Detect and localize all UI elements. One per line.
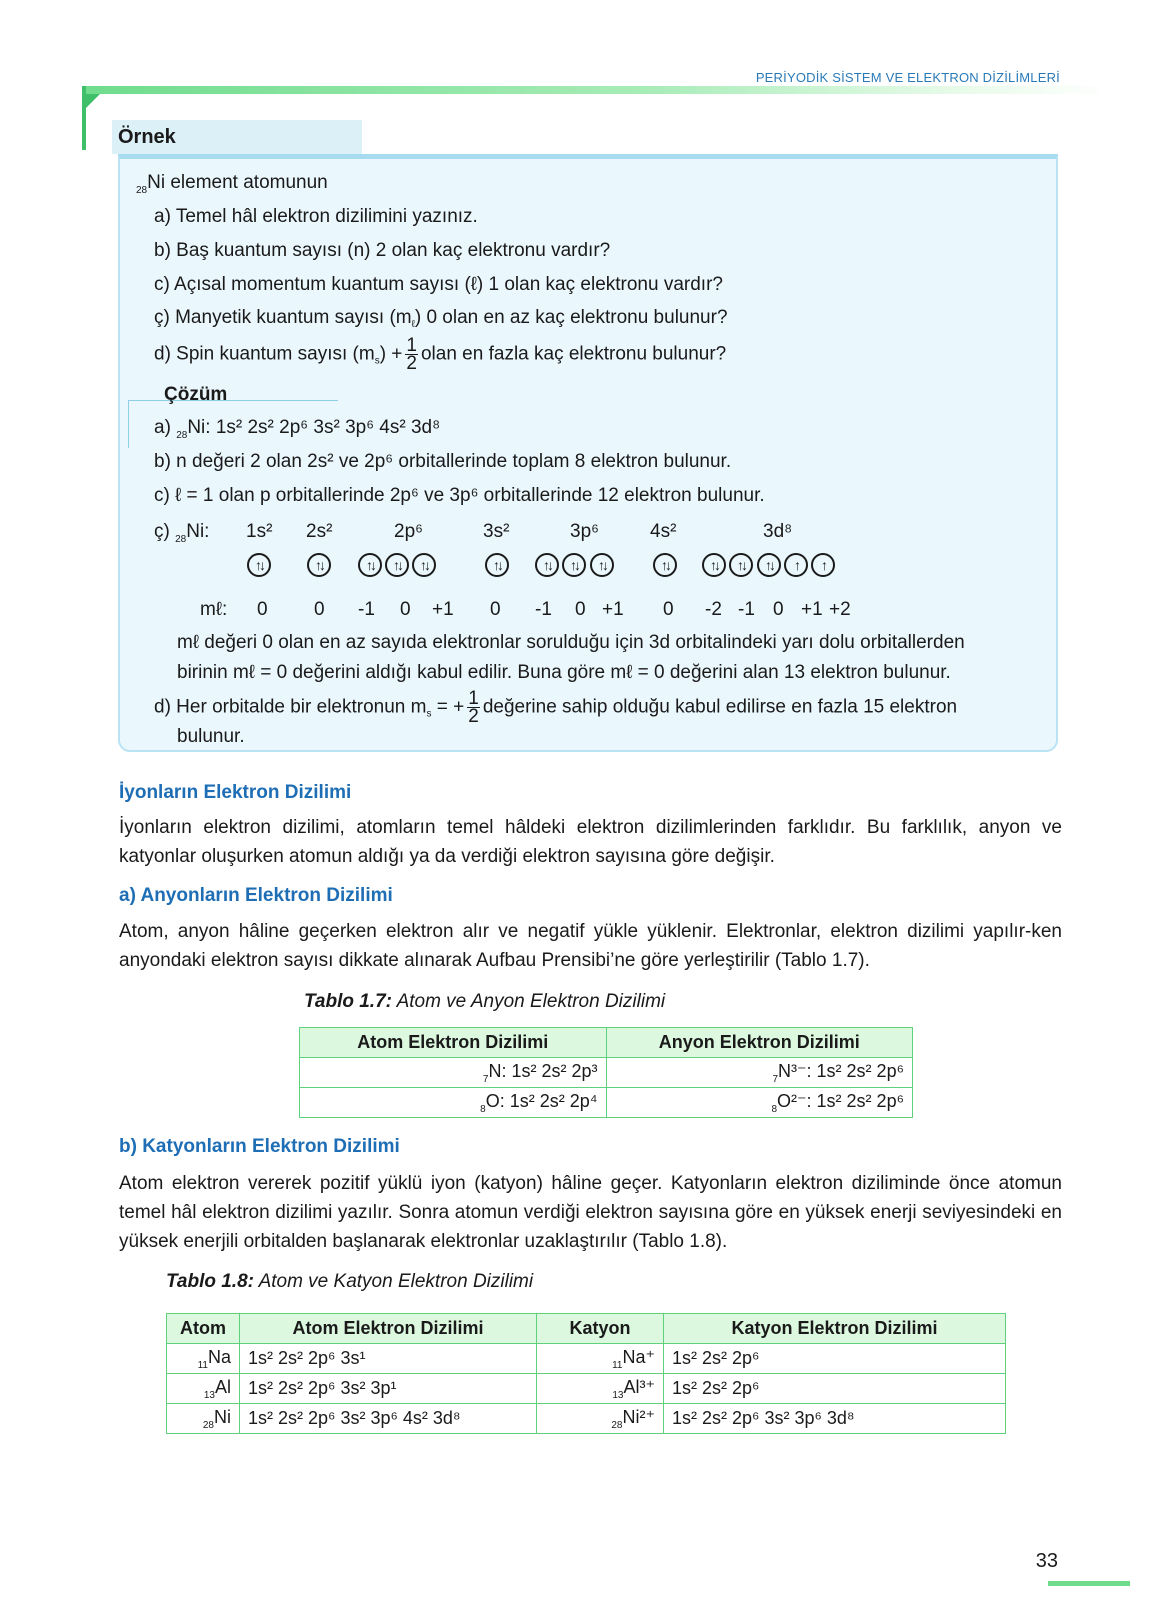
table-cell: 1s² 2s² 2p⁶ 3s² 3p⁶ 4s² 3d⁸ [240, 1404, 537, 1434]
ml-value: 0 [400, 599, 411, 620]
orbital-circle: ↑↓ [590, 553, 614, 577]
table8-header: Katyon [537, 1314, 664, 1344]
solution-d-cont: bulunur. [177, 726, 245, 747]
ml-value: +1 [602, 599, 624, 620]
anion-title: a) Anyonların Elektron Dizilimi [119, 885, 393, 906]
table-cell: 1s² 2s² 2p⁶ [664, 1374, 1006, 1404]
table-cell: $_{28}$Ni [167, 1404, 240, 1434]
ml-value: 0 [773, 599, 784, 620]
question-c: c) Açısal momentum kuantum sayısı (ℓ) 1 olan kaç elektronu vardır? [154, 274, 723, 295]
orbital-circle: ↑↓ [307, 553, 331, 577]
subshell-label: 2s² [306, 521, 333, 542]
table-row [300, 1058, 913, 1088]
table-cell: $_{13}$Al [167, 1374, 240, 1404]
fraction-half: $\frac{1}{2}$ [406, 335, 417, 374]
table-cell: $_7$N³⁻: 1s² 2s² 2p⁶ [606, 1058, 913, 1088]
fraction-half-2: $\frac{1}{2}$ [468, 688, 479, 727]
bottom-rule [1048, 1581, 1130, 1586]
table-cell: 1s² 2s² 2p⁶ [664, 1344, 1006, 1374]
table-row [167, 1374, 1006, 1404]
table-cell: 1s² 2s² 2p⁶ 3s² 3p¹ [240, 1374, 537, 1404]
table8-header: Atom Elektron Dizilimi [240, 1314, 537, 1344]
ml-value: -1 [358, 599, 375, 620]
question-b: b) Baş kuantum sayısı (n) 2 olan kaç elektronu vardır? [154, 240, 611, 261]
solution-note-2: birinin mℓ = 0 değerini aldığı kabul edilir. Buna göre mℓ = 0 değerini alan 13 elektron bulunur. [177, 662, 951, 683]
solution-cc-label: ç) $_{28}$Ni: [154, 521, 210, 545]
orbital-circle: ↑↓ [247, 553, 271, 577]
subshell-label: 3d⁸ [763, 521, 793, 542]
table7-header: Atom Elektron Dizilimi [300, 1028, 607, 1058]
ml-value: 0 [575, 599, 586, 620]
orbital-circle: ↑↓ [385, 553, 409, 577]
orbital-circle: ↑↓ [535, 553, 559, 577]
table-cell: 1s² 2s² 2p⁶ 3s¹ [240, 1344, 537, 1374]
table-cell: $_{11}$Na [167, 1344, 240, 1374]
subshell-label: 1s² [246, 521, 273, 542]
table8-header: Katyon Elektron Dizilimi [664, 1314, 1006, 1344]
cation-title: b) Katyonların Elektron Dizilimi [119, 1136, 400, 1157]
anion-paragraph: Atom, anyon hâline geçerken elektron alır ve negatif yükle yüklenir. Elektronlar, elektron dizilimi yapılır-ken anyondaki elektron sayısı dikkate alınarak Aufbau Prensibi’ne göre yerleştirilir (Tablo 1.7). [119, 921, 1062, 971]
ions-title: İyonların Elektron Dizilimi [119, 782, 352, 803]
solution-a: a) $_{28}$Ni: 1s² 2s² 2p⁶ 3s² 3p⁶ 4s² 3d⁸ [154, 417, 441, 441]
solution-vrule [128, 400, 129, 448]
orbital-circle: ↑↓ [412, 553, 436, 577]
ml-value: 0 [490, 599, 501, 620]
top-rule [82, 86, 1112, 94]
cation-paragraph: Atom elektron vererek pozitif yüklü iyon (katyon) hâline geçer. Katyonların elektron diziliminde önce atomun temel hâl elektron dizilimi yazılır. Sonra atomun verdiği elektron sayısına göre en yüksek enerji seviyesindeki en yüksek enerjili orbitalden başlanarak elektronlar uzaklaştırılır (Tablo 1.8). [119, 1173, 1062, 1252]
question-cc: ç) Manyetik kuantum sayısı $(m_\ell)$ 0 olan en az kaç elektronu bulunur? [154, 307, 728, 330]
corner-ornament [86, 94, 100, 108]
ml-value: +2 [829, 599, 851, 620]
table-cell: $_8$O: 1s² 2s² 2p⁴ [300, 1088, 607, 1118]
page-number: 33 [1035, 1550, 1058, 1572]
ml-value: 0 [257, 599, 268, 620]
ml-value: +1 [801, 599, 823, 620]
ions-paragraph: İyonların elektron dizilimi, atomların temel hâldeki elektron dizilimlerinden farklıdır. Bu farklılık, anyon ve katyonlar oluşurken atomun aldığı ya da verdiği elektron sayısına göre değişir. [119, 817, 1062, 867]
table8-header: Atom [167, 1314, 240, 1344]
ml-value: +1 [432, 599, 454, 620]
orbital-circle: ↑ [784, 553, 808, 577]
example-label: Örnek [112, 120, 362, 154]
table-row [167, 1404, 1006, 1434]
orbital-circle: ↑↓ [358, 553, 382, 577]
table-cell: $_{28}$Ni²⁺ [537, 1404, 664, 1434]
solution-note-1: mℓ değeri 0 olan en az sayıda elektronlar sorulduğu için 3d orbitalindeki yarı dolu orbitallerden [177, 632, 965, 653]
subshell-label: 2p⁶ [394, 521, 423, 542]
question-a: a) Temel hâl elektron dizilimini yazınız. [154, 206, 478, 227]
table-row [167, 1344, 1006, 1374]
orbital-circle: ↑↓ [757, 553, 781, 577]
table8-caption: Tablo 1.8: Atom ve Katyon Elektron Dizilimi [166, 1271, 534, 1292]
solution-c: c) ℓ = 1 olan p orbitallerinde 2p⁶ ve 3p⁶ orbitallerinde 12 elektron bulunur. [154, 485, 765, 506]
ml-value: -2 [705, 599, 722, 620]
orbital-circle: ↑ [811, 553, 835, 577]
ml-value: 0 [314, 599, 325, 620]
ml-value: -1 [535, 599, 552, 620]
orbital-circle: ↑↓ [702, 553, 726, 577]
table7-header: Anyon Elektron Dizilimi [606, 1028, 913, 1058]
solution-b: b) n değeri 2 olan 2s² ve 2p⁶ orbitallerinde toplam 8 elektron bulunur. [154, 451, 732, 472]
question-d: d) Spin kuantum sayısı $(m_s)$ + $\frac{1}{2}$ olan en fazla kaç elektronu bulunur? [154, 335, 727, 374]
subshell-label: 3p⁶ [570, 521, 599, 542]
table-cell: $_7$N: 1s² 2s² 2p³ [300, 1058, 607, 1088]
table-row [300, 1088, 913, 1118]
table-cell: $_8$O²⁻: 1s² 2s² 2p⁶ [606, 1088, 913, 1118]
orbital-circle: ↑↓ [562, 553, 586, 577]
table-cell: $_{13}$Al³⁺ [537, 1374, 664, 1404]
subshell-label: 4s² [650, 521, 677, 542]
table7-caption: Tablo 1.7: Atom ve Anyon Elektron Dizilimi [304, 991, 666, 1012]
ml-value: 0 [663, 599, 674, 620]
table-1-8 [166, 1313, 1006, 1434]
subshell-label: 3s² [483, 521, 510, 542]
orbital-circle: ↑↓ [729, 553, 753, 577]
orbital-circle: ↑↓ [653, 553, 677, 577]
solution-label: Çözüm [164, 384, 228, 405]
orbital-circle: ↑↓ [485, 553, 509, 577]
example-intro: $_{28}$Ni element atomunun [136, 172, 328, 196]
solution-rule [128, 400, 338, 401]
solution-d: d) Her orbitalde bir elektronun $m_s$ = + $\frac{1}{2}$ değerine sahip olduğu kabul edilirse en fazla 15 elektron [154, 688, 958, 727]
running-header: PERİYODİK SİSTEM VE ELEKTRON DİZİLİMLERİ [755, 70, 1060, 85]
table-cell: $_{11}$Na⁺ [537, 1344, 664, 1374]
ml-label: mℓ: [200, 599, 228, 620]
table-1-7 [299, 1027, 913, 1118]
table-cell: 1s² 2s² 2p⁶ 3s² 3p⁶ 3d⁸ [664, 1404, 1006, 1434]
ml-value: -1 [738, 599, 755, 620]
